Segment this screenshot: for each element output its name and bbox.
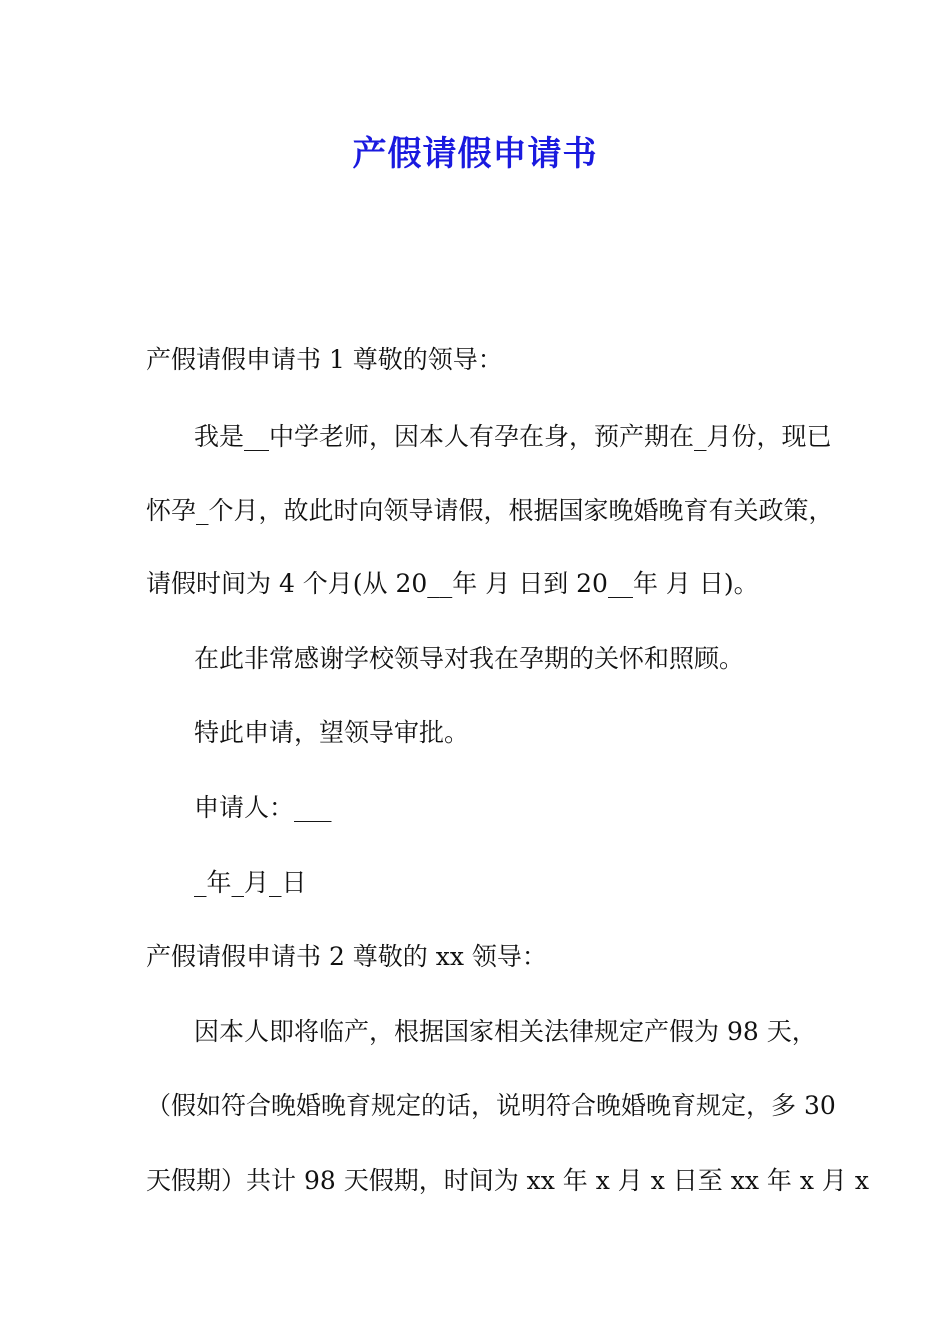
date-line: _年_月_日 (194, 868, 307, 897)
paragraph-line: 因本人即将临产，根据国家相关法律规定产假为 98 天， (194, 1017, 817, 1046)
paragraph-line: 请假时间为 4 个月(从 20__年 月 日到 20__年 月 日)。 (146, 569, 759, 598)
paragraph-line: 特此申请，望领导审批。 (194, 718, 470, 747)
letter-2-heading: 产假请假申请书 2 尊敬的 xx 领导： (146, 942, 547, 971)
letter-1-heading: 产假请假申请书 1 尊敬的领导： (146, 345, 503, 374)
paragraph-line: 怀孕_个月，故此时向领导请假，根据国家晚婚晚育有关政策， (146, 496, 834, 525)
paragraph-line: 在此非常感谢学校领导对我在孕期的关怀和照顾。 (194, 644, 745, 673)
paragraph-line: 我是__中学老师，因本人有孕在身，预产期在_月份，现已 (194, 422, 832, 451)
document-title: 产假请假申请书 (352, 134, 598, 174)
paragraph-line: （假如符合晚婚晚育规定的话，说明符合晚婚晚育规定，多 30 (146, 1091, 836, 1120)
paragraph-line: 天假期）共计 98 天假期，时间为 xx 年 x 月 x 日至 xx 年 x 月 x (146, 1166, 869, 1195)
applicant-line: 申请人：___ (194, 793, 332, 822)
